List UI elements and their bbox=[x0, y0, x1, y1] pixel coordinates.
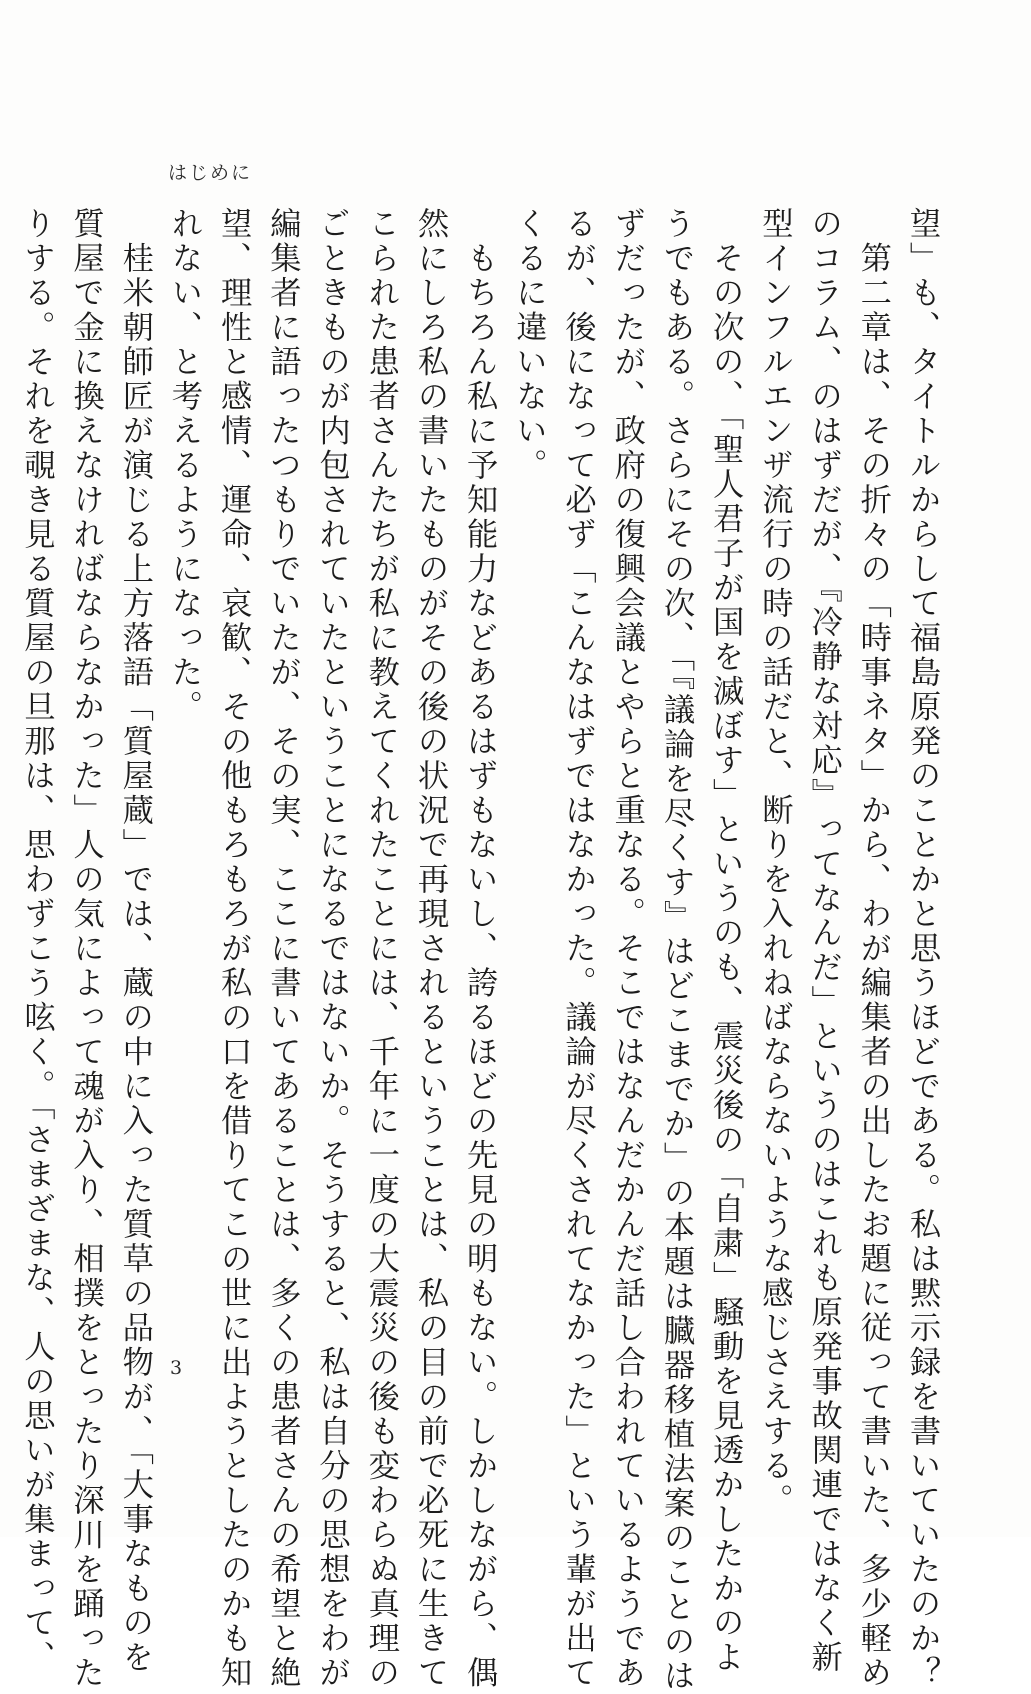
text-line: ごときものが内包されていたということになるではないか。そうすると、私は自分の思想をわが bbox=[313, 207, 350, 1691]
running-head: はじめに bbox=[168, 162, 253, 184]
text-line: 望」も、タイトルからして福島原発のことかと思うほどである。私は黙示録を書いていたのか？ bbox=[904, 207, 940, 1691]
text-line: れない、と考えるようになった。 bbox=[165, 207, 202, 725]
body-text bbox=[11, 207, 946, 1694]
text-line: 型インフルエンザ流行の時の話だと、断りを入れねばならないような感じさえする。 bbox=[756, 207, 793, 1518]
text-line: その次の、「聖人君子が国を滅ぼす」というのも、震災後の「自粛」騒動を見透かしたかのよ bbox=[707, 207, 744, 1675]
text-line: こられた患者さんたちが私に教えてくれたことには、千年に一度の大震災の後も変わらぬ真理の bbox=[362, 207, 399, 1691]
text-line: くるに違いない。 bbox=[510, 207, 547, 483]
text-line: るが、後になって必ず「こんなはずではなかった。議論が尽くされてなかった」という輩が出て bbox=[559, 207, 596, 1691]
text-line: ずだったが、政府の復興会議とやらと重なる。そこではなんだかんだ話し合われているようであ bbox=[608, 207, 645, 1691]
text-line: 第二章は、その折々の「時事ネタ」から、わが編集者の出したお題に従って書いた、多少軽め bbox=[854, 207, 891, 1691]
text-line: りする。それを覗き見る質屋の旦那は、思わずこう呟く。「さまざまな、人の思いが集まって、 bbox=[18, 207, 55, 1675]
text-line: もちろん私に予知能力などあるはずもないし、誇るほどの先見の明もない。しかしながら、偶 bbox=[461, 207, 498, 1691]
text-line: のコラム、のはずだが、『冷静な対応』ってなんだ」というのはこれも原発事故関連ではなく新 bbox=[805, 207, 842, 1675]
text-line: 編集者に語ったつもりでいたが、その実、ここに書いてあることは、多くの患者さんの希望と絶 bbox=[264, 207, 301, 1691]
text-line: 質屋で金に換えなければならなかった」人の気によって魂が入り、相撲をとったり深川を踊った bbox=[67, 207, 104, 1691]
text-line: うでもある。さらにその次、「『議論を尽くす』はどこまでか」の本題は臓器移植法案のことのは bbox=[657, 207, 694, 1694]
text-line: 然にしろ私の書いたものがその後の状況で再現されるということは、私の目の前で必死に生きて bbox=[411, 207, 448, 1691]
text-line: 桂米朝師匠が演じる上方落語「質屋蔵」では、蔵の中に入った質草の品物が、「大事なものを bbox=[116, 207, 153, 1675]
text-line: 望、理性と感情、運命、哀歓、その他もろもろが私の口を借りてこの世に出ようとしたのかも知 bbox=[215, 207, 252, 1691]
page-number: 3 bbox=[170, 1357, 183, 1379]
